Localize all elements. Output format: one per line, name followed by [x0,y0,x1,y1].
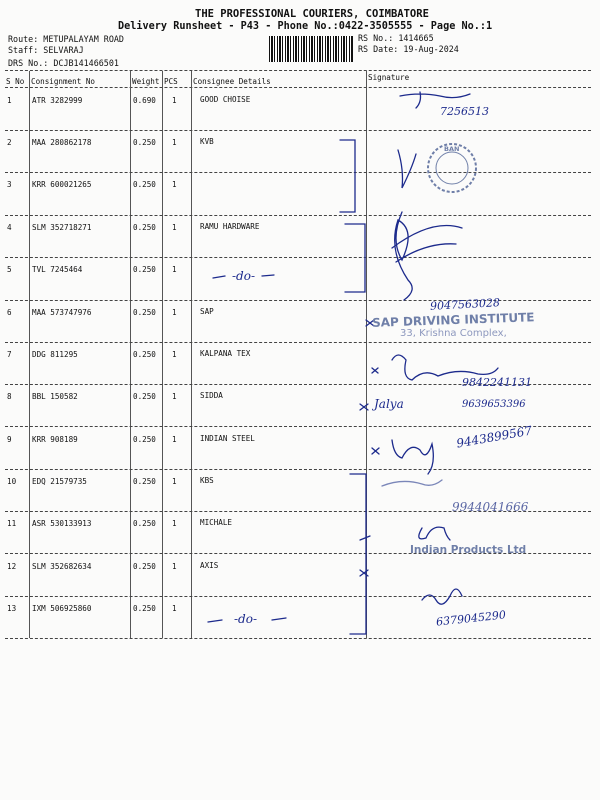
row-5-sno: 5 [7,265,12,274]
row-3-pcs: 1 [172,180,177,189]
handwritten-name-row-8: Jalya [374,397,404,411]
row-11-consignment: ASR 530133913 [32,519,92,528]
row-13-sno: 13 [7,604,17,613]
signature-row-13 [422,589,462,604]
signature-row-10 [382,480,442,486]
row-9-consignee: INDIAN STEEL [200,434,255,443]
row-13-weight: 0.250 [133,604,156,613]
row-11-weight: 0.250 [133,519,156,528]
row-10-consignment: EDQ 21579735 [32,477,87,486]
row-9-consignment: KRR 908189 [32,435,78,444]
row-6-weight: 0.250 [133,308,156,317]
route-label: Route: METUPALAYAM ROAD [8,34,124,44]
row-6-sno: 6 [7,308,12,317]
column-header-signature: Signature [368,73,410,82]
row-2-pcs: 1 [172,138,177,147]
row-5-pcs: 1 [172,265,177,274]
row-8-consignment: BBL 150582 [32,392,78,401]
row-10-consignee: KBS [200,476,214,485]
row-1-consignment: ATR 3282999 [32,96,83,105]
row-4-sno: 4 [7,223,12,232]
column-header-pcs: PCS [164,77,178,86]
row-10-pcs: 1 [172,477,177,486]
row-1-consignee: GOOD CHOISE [200,95,251,104]
row-8-pcs: 1 [172,392,177,401]
handwritten-ditto-row-5: -do- [232,269,256,283]
row-13-pcs: 1 [172,604,177,613]
row-4-consignee: RAMU HARDWARE [200,222,260,231]
row-7-consignee: KALPANA TEX [200,349,251,358]
sap-stamp-line-1: SAP DRIVING INSTITUTE [371,310,535,330]
row-3-sno: 3 [7,180,12,189]
row-11-sno: 11 [7,519,17,528]
handwritten-number-row-9: 9443899567 [455,423,533,451]
row-4-weight: 0.250 [133,223,156,232]
row-12-consignment: SLM 352682634 [32,562,92,571]
handwritten-number-row-10: 9944041666 [452,500,529,514]
column-header-consignee: Consignee Details [193,77,271,86]
row-10-weight: 0.250 [133,477,156,486]
row-5-consignment: TVL 7245464 [32,265,83,274]
row-9-weight: 0.250 [133,435,156,444]
handwritten-number-row-7: 9842241131 [462,376,532,389]
row-3-weight: 0.250 [133,180,156,189]
row-12-pcs: 1 [172,562,177,571]
row-7-pcs: 1 [172,350,177,359]
column-header-sno: S No [6,77,25,86]
row-4-consignment: SLM 352718271 [32,223,92,232]
row-12-weight: 0.250 [133,562,156,571]
row-8-sno: 8 [7,392,12,401]
bank-seal-text: BAN [444,145,460,153]
row-12-consignee: AXIS [200,561,219,570]
indian-products-stamp: Indian Products Ltd [410,544,527,556]
row-4-pcs: 1 [172,223,177,232]
row-9-sno: 9 [7,435,12,444]
column-header-consignment: Consignment No [31,77,96,86]
row-8-consignee: SIDDA [200,391,223,400]
row-1-pcs: 1 [172,96,177,105]
handwritten-number-row-13: 6379045290 [435,608,507,629]
handwritten-ditto-row-13: -do- [234,612,258,626]
handwritten-number-row-6: 9047563028 [429,296,501,313]
row-11-pcs: 1 [172,519,177,528]
rs-number: RS No.: 1414665 [358,33,434,43]
row-10-sno: 10 [7,477,17,486]
row-6-pcs: 1 [172,308,177,317]
row-3-consignment: KRR 600021265 [32,180,92,189]
sap-stamp-line-2: 33, Krishna Complex, [400,328,507,339]
handwritten-number-row-8: 9639653396 [462,399,526,410]
row-7-sno: 7 [7,350,12,359]
row-6-consignee: SAP [200,307,214,316]
row-12-sno: 12 [7,562,17,571]
row-13-consignment: IXM 506925860 [32,604,92,613]
row-8-weight: 0.250 [133,392,156,401]
row-1-weight: 0.690 [133,96,156,105]
company-title: THE PROFESSIONAL COURIERS, COIMBATORE [195,8,429,20]
row-9-pcs: 1 [172,435,177,444]
row-5-weight: 0.250 [133,265,156,274]
signature-rows-4-5 [392,212,462,300]
row-6-consignment: MAA 573747976 [32,308,92,317]
tick-row-12 [360,570,368,576]
bracket-rows-10-13 [350,474,366,634]
signature-row-11 [419,527,450,540]
row-7-weight: 0.250 [133,350,156,359]
row-2-consignment: MAA 280862178 [32,138,92,147]
drs-number: DRS No.: DCJB141466501 [8,58,119,68]
tick-row-11 [360,536,370,540]
row-1-sno: 1 [7,96,12,105]
row-11-consignee: MICHALE [200,518,233,527]
signature-row-9 [372,440,433,474]
signature-row-2 [398,150,416,188]
handwritten-number-row-1: 7256513 [440,105,489,118]
bracket-rows-4-5 [345,224,365,292]
row-2-sno: 2 [7,138,12,147]
column-header-weight: Weight [132,77,160,86]
tick-row-8 [360,404,368,410]
row-2-consignee: KVB [200,137,214,146]
row-7-consignment: DDG 811295 [32,350,78,359]
bracket-rows-2-3 [340,140,355,212]
staff-label: Staff: SELVARAJ [8,45,84,55]
runsheet-subtitle: Delivery Runsheet - P43 - Phone No.:0422-3505555 - Page No.:1 [118,21,493,32]
row-2-weight: 0.250 [133,138,156,147]
rs-date: RS Date: 19-Aug-2024 [358,44,459,54]
